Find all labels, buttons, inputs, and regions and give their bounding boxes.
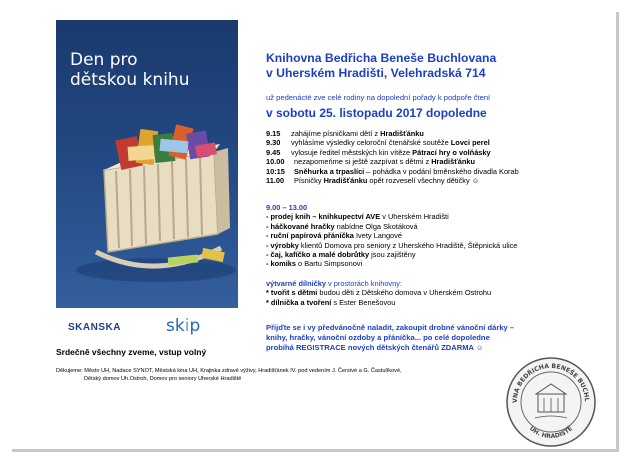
program-item	[266, 167, 519, 176]
fair-item	[266, 231, 517, 240]
program-item	[266, 129, 519, 138]
poster-title-line1: Den pro	[70, 50, 138, 70]
acknowledgements	[56, 367, 526, 383]
workshop-text: s Ester Benešovou	[331, 297, 396, 307]
program-text: vylosuje ředitel městských kin vítěze	[291, 147, 413, 157]
organizer-line1: Knihovna Bedřicha Beneše Buchlovana	[266, 51, 497, 65]
fair-bold: - háčkované hračky	[266, 221, 335, 231]
fair-text: Ivety Langové	[353, 231, 402, 241]
program-time: 9.15	[266, 129, 281, 138]
organizer-heading	[266, 51, 496, 81]
program-item	[266, 148, 519, 157]
skip-logo	[166, 316, 200, 336]
sponsor-logos	[68, 318, 238, 340]
program-time: 10:15	[266, 166, 285, 176]
fair-text: o Bartu Simpsonovi	[296, 259, 363, 269]
program-text: opět rozveselí všechny dětičky ☺	[367, 176, 480, 186]
workshop-item	[266, 298, 491, 307]
promo-line2: knihy, hračky, vánoční ozdoby a přáníčka... po celé dopoledne	[266, 333, 490, 342]
fair-item	[266, 222, 517, 231]
program-text: – pohádka v podání bměnského divadla Korab	[364, 166, 519, 176]
program-bold: Lovci perel	[450, 138, 490, 148]
skip-logo-part3: p	[189, 316, 201, 336]
program-text: nezapomeňme si ještě zazpívat s dětmi z	[294, 157, 432, 167]
program-bold: Hradišťánku	[431, 157, 475, 167]
fair-text: nabídne Olga Skotáková	[334, 221, 418, 231]
stamp-seal	[505, 356, 597, 448]
welcome-text: Srdečně všechny zveme, vstup volný	[56, 347, 207, 357]
program-bold: Hradišťánku	[323, 176, 368, 186]
promo-text	[266, 323, 606, 353]
fair-item	[266, 241, 517, 250]
fair-text: jsou zajištěny	[369, 250, 416, 260]
fair-bold: - čaj, kafíčko a malé dobrůtky	[266, 250, 370, 260]
fair-item	[266, 259, 517, 268]
fair-text: v Uherském Hradišti	[380, 212, 449, 222]
page-shadow-right	[616, 12, 619, 452]
event-date: v sobotu 25. listopadu 2017 dopoledne	[266, 106, 487, 120]
fair-item	[266, 250, 517, 259]
program-time: 10.00	[266, 157, 285, 167]
program-text: Písničky	[294, 176, 324, 186]
program-text: vyhlásíme výsledky celoroční čtenářské soutěže	[291, 138, 451, 148]
program-bold: Hradišťánku	[380, 129, 424, 138]
acknowledgements-line2: Dětský domov Uh.Ostroh, Domov pro seniory Uherské Hradiště	[84, 376, 242, 382]
workshops-title-bold: výtvarné dílničky	[266, 279, 326, 288]
program-bold: Sněhurka a trpaslíci	[294, 166, 365, 176]
fair-bold: - výrobky	[266, 240, 299, 250]
promo-line1: Přijďte se i vy předvánočně naladit, zakoupit drobné vánoční dárky –	[266, 323, 515, 332]
program-time: 11.00	[266, 176, 285, 186]
library-stamp	[505, 356, 597, 448]
svg-text:UH. HRADIŠTĚ: UH. HRADIŠTĚ	[527, 425, 575, 441]
skip-logo-part2: i	[184, 316, 190, 336]
organizer-line2: v Uherském Hradišti, Velehradská 714	[266, 66, 486, 80]
program-item	[266, 157, 519, 166]
workshops-title-text: v prostorách knihovny:	[325, 279, 402, 288]
fair-bold: - ruční papírová přáníčka	[266, 231, 354, 241]
program-bold: Pátrací hry o volňásky	[412, 147, 491, 157]
page-shadow-bottom	[12, 449, 619, 452]
promo-line3: probíhá REGISTRACE nových dětských čtenářů ZDARMA ☺	[266, 343, 484, 352]
poster-title-line2: dětskou knihu	[70, 70, 190, 90]
fair-bold: - prodej knih – knihkupectví AVE	[266, 212, 381, 222]
poster-title	[70, 50, 189, 90]
fair-time: 9.00 – 13.00	[266, 203, 308, 212]
workshop-bold: * dílnička a tvoření	[266, 297, 332, 307]
workshop-bold: * tvořit s dětmi	[266, 288, 318, 298]
fair-text: klientů Domova pro seniory z Uherského Hradiště, Štěpnická ulice	[298, 240, 518, 250]
acknowledgements-line1: Děkujeme: Město UH, Nadace SYNOT, Městská kina UH, Krajinka zdravé výživy, Hradišťánek IV. pod vedením J. Čerstvé a G. Častulíkové,	[56, 368, 402, 374]
skanska-logo: SKANSKA	[68, 322, 121, 333]
workshops	[266, 279, 491, 307]
svg-text:KNIHOVNA BEDŘICHA BENEŠE BUCHL: VNA BEDŘICHA BENEŠE BUCHL	[511, 362, 591, 404]
poster-image	[56, 20, 238, 308]
skip-logo-part1: sk	[166, 316, 185, 336]
workshop-text: budou děti z Dětského domova v Uherském Ostrohu	[317, 288, 492, 298]
program-list	[266, 129, 519, 185]
program-item	[266, 176, 519, 185]
fair-bold: - komiks	[266, 259, 296, 269]
fair-item	[266, 212, 517, 221]
program-item	[266, 138, 519, 147]
fair-list	[266, 203, 517, 269]
program-text: zahájíme písničkami dětí z	[291, 129, 381, 138]
workshop-item	[266, 288, 491, 297]
invitation-text: už pedenácté zve celé rodiny na dopolední pořady k podpoře čtení	[266, 93, 491, 102]
program-time: 9.30	[266, 138, 281, 148]
workshops-title	[266, 279, 491, 288]
program-time: 9.45	[266, 147, 281, 157]
